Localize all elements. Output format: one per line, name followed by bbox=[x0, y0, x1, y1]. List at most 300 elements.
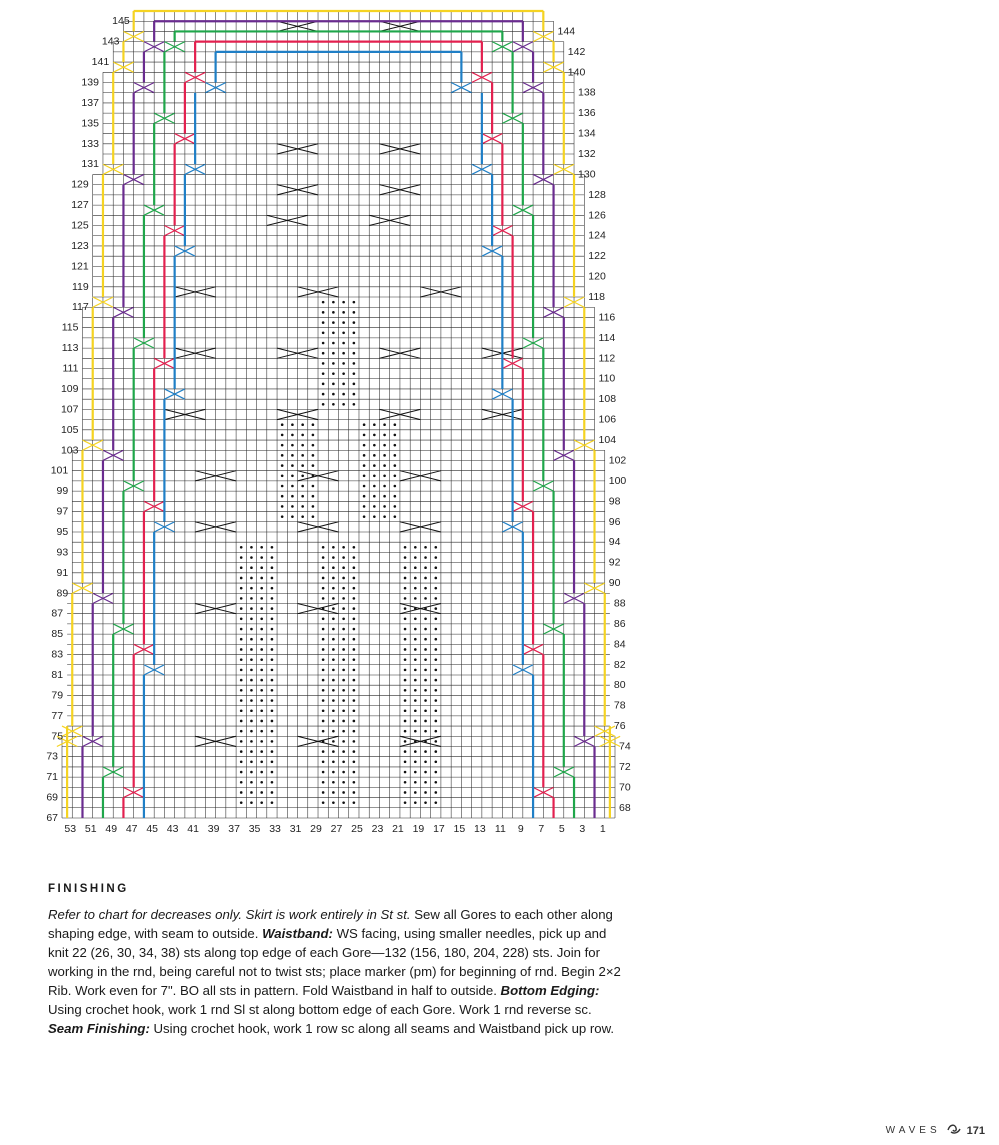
purl-dot bbox=[434, 566, 437, 569]
purl-dot bbox=[271, 658, 274, 661]
column-label: 31 bbox=[289, 823, 302, 835]
purl-dot bbox=[332, 321, 335, 324]
purl-dot bbox=[424, 618, 427, 621]
column-label: 5 bbox=[558, 823, 565, 835]
purl-dot bbox=[250, 658, 253, 661]
purl-dot bbox=[240, 566, 243, 569]
purl-dot bbox=[394, 423, 397, 426]
row-label-right: 136 bbox=[578, 107, 596, 120]
purl-dot bbox=[240, 801, 243, 804]
purl-dot bbox=[250, 628, 253, 631]
purl-dot bbox=[434, 669, 437, 672]
column-label: 13 bbox=[474, 823, 486, 835]
purl-dot bbox=[414, 638, 417, 641]
purl-dot bbox=[332, 393, 335, 396]
purl-dot bbox=[271, 607, 274, 610]
purl-dot bbox=[424, 577, 427, 580]
purl-dot bbox=[353, 566, 356, 569]
page-number: 171 bbox=[966, 1124, 985, 1137]
column-label: 3 bbox=[579, 823, 586, 835]
purl-dot bbox=[271, 801, 274, 804]
purl-dot bbox=[383, 474, 386, 477]
purl-dot bbox=[353, 393, 356, 396]
column-label: 53 bbox=[64, 823, 77, 835]
purl-dot bbox=[434, 720, 437, 723]
purl-dot bbox=[250, 638, 253, 641]
purl-dot bbox=[332, 801, 335, 804]
purl-dot bbox=[414, 658, 417, 661]
purl-dot bbox=[271, 669, 274, 672]
purl-dot bbox=[250, 546, 253, 549]
purl-dot bbox=[383, 444, 386, 447]
purl-dot bbox=[260, 658, 263, 661]
row-label-left: 121 bbox=[71, 260, 89, 273]
row-label-right: 112 bbox=[598, 352, 616, 365]
purl-dot bbox=[250, 720, 253, 723]
purl-dot bbox=[301, 505, 304, 508]
purl-dot bbox=[434, 791, 437, 794]
purl-dot bbox=[240, 699, 243, 702]
purl-dot bbox=[353, 740, 356, 743]
purl-dot bbox=[291, 505, 294, 508]
purl-dot bbox=[312, 464, 315, 467]
purl-dot bbox=[322, 321, 325, 324]
purl-dot bbox=[404, 587, 407, 590]
purl-dot bbox=[291, 444, 294, 447]
purl-dot bbox=[434, 658, 437, 661]
purl-dot bbox=[363, 423, 366, 426]
row-label-left: 79 bbox=[51, 689, 64, 702]
purl-dot bbox=[353, 546, 356, 549]
row-label-left: 131 bbox=[81, 158, 99, 171]
column-label: 1 bbox=[599, 823, 606, 835]
row-label-right: 106 bbox=[598, 413, 617, 426]
purl-dot bbox=[240, 597, 243, 600]
knitting-chart bbox=[0, 0, 660, 845]
column-label: 23 bbox=[371, 823, 384, 835]
purl-dot bbox=[312, 495, 315, 498]
purl-dot bbox=[312, 454, 315, 457]
purl-dot bbox=[301, 444, 304, 447]
purl-dot bbox=[342, 301, 345, 304]
purl-dot bbox=[322, 791, 325, 794]
purl-dot bbox=[322, 301, 325, 304]
purl-dot bbox=[414, 618, 417, 621]
purl-dot bbox=[424, 679, 427, 682]
purl-dot bbox=[353, 658, 356, 661]
row-label-right: 68 bbox=[619, 801, 631, 814]
purl-dot bbox=[271, 628, 274, 631]
purl-dot bbox=[353, 628, 356, 631]
purl-dot bbox=[342, 699, 345, 702]
row-label-right: 124 bbox=[588, 229, 606, 242]
purl-dot bbox=[332, 383, 335, 386]
row-label-right: 114 bbox=[598, 331, 616, 344]
row-label-left: 141 bbox=[91, 56, 110, 69]
purl-dot bbox=[404, 556, 407, 559]
purl-dot bbox=[424, 597, 427, 600]
purl-dot bbox=[332, 607, 335, 610]
purl-dot bbox=[353, 383, 356, 386]
purl-dot bbox=[414, 597, 417, 600]
column-label: 47 bbox=[125, 823, 138, 835]
row-label-left: 139 bbox=[81, 76, 99, 89]
row-label-left: 85 bbox=[51, 628, 64, 641]
row-label-right: 140 bbox=[567, 66, 586, 79]
purl-dot bbox=[271, 556, 274, 559]
purl-dot bbox=[332, 750, 335, 753]
purl-dot bbox=[260, 638, 263, 641]
purl-dot bbox=[322, 618, 325, 621]
purl-dot bbox=[271, 648, 274, 651]
purl-dot bbox=[404, 648, 407, 651]
purl-dot bbox=[373, 495, 376, 498]
purl-dot bbox=[240, 587, 243, 590]
purl-dot bbox=[353, 720, 356, 723]
purl-dot bbox=[332, 648, 335, 651]
purl-dot bbox=[260, 587, 263, 590]
purl-dot bbox=[424, 771, 427, 774]
purl-dot bbox=[342, 546, 345, 549]
purl-dot bbox=[240, 750, 243, 753]
purl-dot bbox=[250, 597, 253, 600]
purl-dot bbox=[363, 505, 366, 508]
purl-dot bbox=[271, 679, 274, 682]
purl-dot bbox=[322, 393, 325, 396]
purl-dot bbox=[373, 423, 376, 426]
column-label: 21 bbox=[392, 823, 404, 835]
purl-dot bbox=[342, 352, 345, 355]
purl-dot bbox=[342, 689, 345, 692]
row-label-right: 72 bbox=[619, 760, 631, 773]
purl-dot bbox=[342, 566, 345, 569]
finishing-section bbox=[48, 880, 628, 1038]
row-label-right: 122 bbox=[588, 250, 606, 263]
row-label-left: 145 bbox=[112, 15, 130, 28]
purl-dot bbox=[260, 679, 263, 682]
purl-dot bbox=[434, 597, 437, 600]
purl-dot bbox=[363, 444, 366, 447]
purl-dot bbox=[322, 546, 325, 549]
row-label-right: 90 bbox=[608, 577, 621, 590]
column-label: 41 bbox=[187, 823, 199, 835]
purl-dot bbox=[322, 730, 325, 733]
purl-dot bbox=[424, 556, 427, 559]
row-label-left: 93 bbox=[56, 546, 69, 559]
purl-dot bbox=[404, 699, 407, 702]
row-label-right: 132 bbox=[578, 148, 596, 161]
purl-dot bbox=[312, 515, 315, 518]
purl-dot bbox=[404, 618, 407, 621]
purl-dot bbox=[434, 546, 437, 549]
purl-dot bbox=[424, 587, 427, 590]
row-label-right: 104 bbox=[598, 434, 617, 447]
purl-dot bbox=[301, 474, 304, 477]
purl-dot bbox=[322, 689, 325, 692]
purl-dot bbox=[353, 679, 356, 682]
row-label-left: 111 bbox=[62, 362, 79, 375]
purl-dot bbox=[414, 577, 417, 580]
purl-dot bbox=[404, 689, 407, 692]
purl-dot bbox=[363, 485, 366, 488]
purl-dot bbox=[414, 761, 417, 764]
purl-dot bbox=[332, 658, 335, 661]
purl-dot bbox=[414, 699, 417, 702]
purl-dot bbox=[353, 618, 356, 621]
row-label-left: 89 bbox=[56, 587, 69, 600]
column-label: 39 bbox=[207, 823, 220, 835]
purl-dot bbox=[353, 372, 356, 375]
purl-dot bbox=[342, 709, 345, 712]
purl-dot bbox=[322, 638, 325, 641]
purl-dot bbox=[353, 791, 356, 794]
purl-dot bbox=[332, 403, 335, 406]
purl-dot bbox=[240, 618, 243, 621]
row-label-right: 70 bbox=[619, 781, 631, 794]
row-label-left: 103 bbox=[60, 444, 79, 457]
purl-dot bbox=[353, 362, 356, 365]
purl-dot bbox=[353, 781, 356, 784]
purl-dot bbox=[260, 801, 263, 804]
column-label: 15 bbox=[453, 823, 466, 835]
purl-dot bbox=[342, 791, 345, 794]
purl-dot bbox=[250, 679, 253, 682]
purl-dot bbox=[404, 638, 407, 641]
purl-dot bbox=[301, 434, 304, 437]
purl-dot bbox=[424, 546, 427, 549]
purl-dot bbox=[260, 607, 263, 610]
purl-dot bbox=[260, 720, 263, 723]
purl-dot bbox=[322, 750, 325, 753]
purl-dot bbox=[332, 628, 335, 631]
purl-dot bbox=[332, 689, 335, 692]
purl-dot bbox=[271, 761, 274, 764]
purl-dot bbox=[342, 597, 345, 600]
purl-dot bbox=[434, 740, 437, 743]
purl-dot bbox=[271, 791, 274, 794]
purl-dot bbox=[414, 750, 417, 753]
purl-dot bbox=[414, 679, 417, 682]
row-label-right: 78 bbox=[613, 699, 626, 712]
purl-dot bbox=[394, 444, 397, 447]
purl-dot bbox=[301, 485, 304, 488]
purl-dot bbox=[332, 740, 335, 743]
purl-dot bbox=[332, 699, 335, 702]
purl-dot bbox=[240, 730, 243, 733]
purl-dot bbox=[404, 791, 407, 794]
purl-dot bbox=[332, 771, 335, 774]
purl-dot bbox=[271, 771, 274, 774]
purl-dot bbox=[260, 771, 263, 774]
purl-dot bbox=[353, 301, 356, 304]
page-footer bbox=[886, 1123, 985, 1138]
purl-dot bbox=[260, 761, 263, 764]
purl-dot bbox=[332, 556, 335, 559]
purl-dot bbox=[404, 566, 407, 569]
row-label-right: 138 bbox=[578, 86, 596, 99]
row-label-right: 82 bbox=[613, 658, 626, 671]
purl-dot bbox=[281, 495, 284, 498]
purl-dot bbox=[342, 331, 345, 334]
purl-dot bbox=[250, 607, 253, 610]
purl-dot bbox=[353, 587, 356, 590]
purl-dot bbox=[353, 761, 356, 764]
purl-dot bbox=[424, 801, 427, 804]
row-label-left: 71 bbox=[46, 771, 58, 784]
row-label-right: 76 bbox=[613, 720, 626, 733]
purl-dot bbox=[434, 801, 437, 804]
purl-dot bbox=[281, 434, 284, 437]
purl-dot bbox=[271, 587, 274, 590]
purl-dot bbox=[271, 730, 274, 733]
row-label-left: 77 bbox=[51, 709, 64, 722]
purl-dot bbox=[332, 372, 335, 375]
purl-dot bbox=[291, 454, 294, 457]
purl-dot bbox=[332, 301, 335, 304]
purl-dot bbox=[332, 352, 335, 355]
purl-dot bbox=[394, 454, 397, 457]
purl-dot bbox=[342, 771, 345, 774]
row-label-left: 67 bbox=[46, 812, 58, 824]
purl-dot bbox=[240, 791, 243, 794]
purl-dot bbox=[342, 669, 345, 672]
purl-dot bbox=[342, 740, 345, 743]
purl-dot bbox=[342, 393, 345, 396]
purl-dot bbox=[250, 566, 253, 569]
purl-dot bbox=[414, 669, 417, 672]
purl-dot bbox=[250, 618, 253, 621]
purl-dot bbox=[404, 658, 407, 661]
purl-dot bbox=[322, 577, 325, 580]
purl-dot bbox=[342, 658, 345, 661]
purl-dot bbox=[434, 771, 437, 774]
purl-dot bbox=[250, 771, 253, 774]
purl-dot bbox=[373, 505, 376, 508]
purl-dot bbox=[260, 577, 263, 580]
purl-dot bbox=[404, 577, 407, 580]
purl-dot bbox=[404, 669, 407, 672]
purl-dot bbox=[394, 505, 397, 508]
row-label-left: 125 bbox=[71, 219, 89, 232]
purl-dot bbox=[240, 740, 243, 743]
row-label-left: 133 bbox=[81, 137, 99, 150]
row-label-right: 144 bbox=[557, 25, 576, 38]
purl-dot bbox=[434, 781, 437, 784]
row-label-right: 102 bbox=[608, 454, 627, 467]
purl-dot bbox=[394, 464, 397, 467]
purl-dot bbox=[404, 761, 407, 764]
purl-dot bbox=[383, 464, 386, 467]
purl-dot bbox=[260, 709, 263, 712]
purl-dot bbox=[240, 607, 243, 610]
purl-dot bbox=[404, 597, 407, 600]
purl-dot bbox=[373, 454, 376, 457]
row-label-left: 127 bbox=[71, 199, 89, 212]
row-label-right: 86 bbox=[613, 617, 626, 630]
purl-dot bbox=[322, 699, 325, 702]
purl-dot bbox=[250, 761, 253, 764]
purl-dot bbox=[260, 618, 263, 621]
purl-dot bbox=[342, 720, 345, 723]
purl-dot bbox=[301, 515, 304, 518]
row-label-left: 117 bbox=[71, 301, 89, 314]
purl-dot bbox=[291, 434, 294, 437]
purl-dot bbox=[424, 638, 427, 641]
purl-dot bbox=[271, 781, 274, 784]
purl-dot bbox=[363, 464, 366, 467]
purl-dot bbox=[404, 771, 407, 774]
purl-dot bbox=[424, 628, 427, 631]
purl-dot bbox=[312, 505, 315, 508]
purl-dot bbox=[373, 444, 376, 447]
purl-dot bbox=[332, 311, 335, 314]
purl-dot bbox=[250, 556, 253, 559]
purl-dot bbox=[404, 607, 407, 610]
purl-dot bbox=[250, 791, 253, 794]
purl-dot bbox=[271, 709, 274, 712]
purl-dot bbox=[434, 638, 437, 641]
purl-dot bbox=[271, 720, 274, 723]
row-label-left: 73 bbox=[46, 750, 58, 763]
purl-dot bbox=[394, 474, 397, 477]
purl-dot bbox=[394, 495, 397, 498]
purl-dot bbox=[250, 669, 253, 672]
purl-dot bbox=[353, 771, 356, 774]
purl-dot bbox=[373, 464, 376, 467]
row-label-left: 75 bbox=[51, 730, 64, 743]
row-label-right: 84 bbox=[613, 638, 626, 651]
purl-dot bbox=[424, 689, 427, 692]
row-label-right: 96 bbox=[608, 515, 621, 528]
purl-dot bbox=[312, 423, 315, 426]
purl-dot bbox=[404, 720, 407, 723]
purl-dot bbox=[404, 781, 407, 784]
finishing-heading: FINISHING bbox=[48, 883, 129, 895]
purl-dot bbox=[414, 781, 417, 784]
purl-dot bbox=[363, 474, 366, 477]
purl-dot bbox=[414, 546, 417, 549]
purl-dot bbox=[260, 781, 263, 784]
purl-dot bbox=[240, 648, 243, 651]
purl-dot bbox=[342, 607, 345, 610]
purl-dot bbox=[373, 474, 376, 477]
purl-dot bbox=[250, 648, 253, 651]
purl-dot bbox=[281, 515, 284, 518]
purl-dot bbox=[332, 362, 335, 365]
purl-dot bbox=[301, 454, 304, 457]
purl-dot bbox=[271, 546, 274, 549]
purl-dot bbox=[260, 669, 263, 672]
purl-dot bbox=[250, 699, 253, 702]
purl-dot bbox=[281, 485, 284, 488]
row-label-right: 142 bbox=[567, 45, 586, 58]
purl-dot bbox=[414, 566, 417, 569]
purl-dot bbox=[434, 577, 437, 580]
purl-dot bbox=[353, 709, 356, 712]
purl-dot bbox=[250, 781, 253, 784]
purl-dot bbox=[353, 311, 356, 314]
purl-dot bbox=[434, 730, 437, 733]
purl-dot bbox=[434, 679, 437, 682]
purl-dot bbox=[342, 556, 345, 559]
purl-dot bbox=[373, 485, 376, 488]
purl-dot bbox=[424, 750, 427, 753]
purl-dot bbox=[434, 709, 437, 712]
purl-dot bbox=[353, 556, 356, 559]
purl-dot bbox=[332, 618, 335, 621]
purl-dot bbox=[332, 577, 335, 580]
purl-dot bbox=[281, 444, 284, 447]
